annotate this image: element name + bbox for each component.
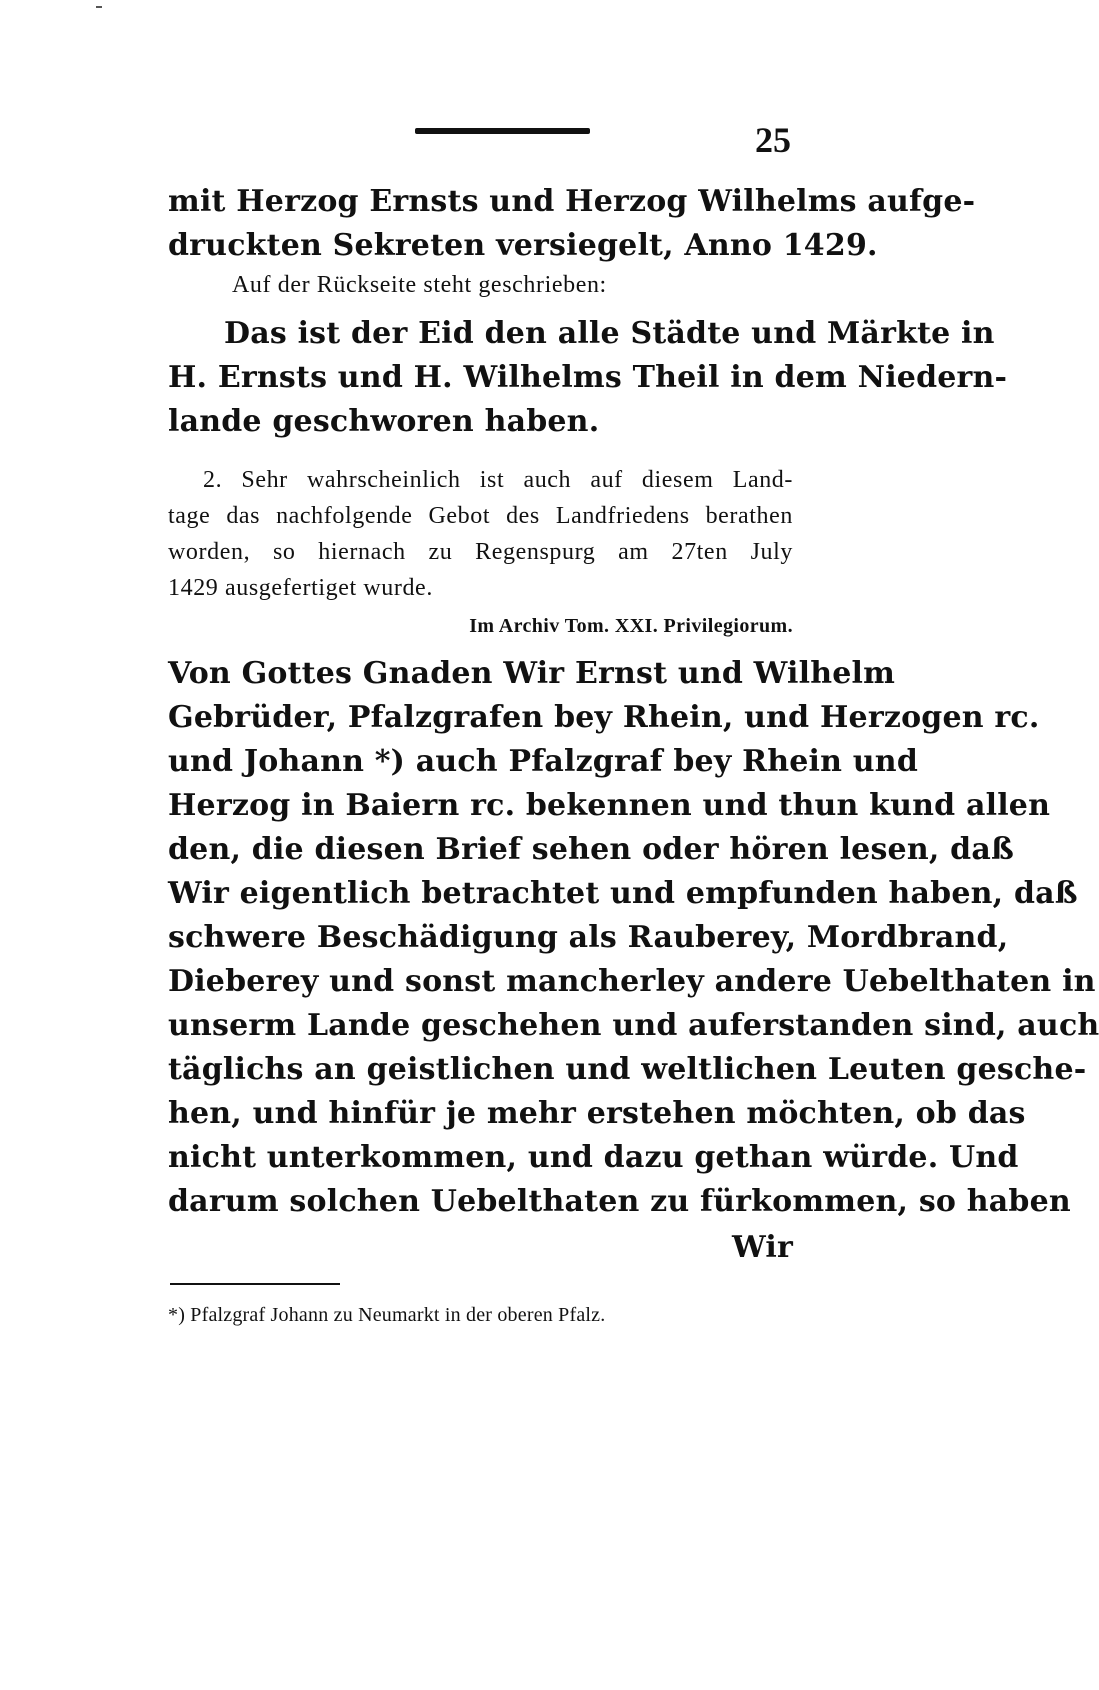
text-line: Das ist der Eid den alle Städte und Märkte in <box>224 316 995 351</box>
footnote: *) Pfalzgraf Johann zu Neumarkt in der oberen Pfalz. <box>168 1304 606 1326</box>
text-line: tage das nachfolgende Gebot des Landfriedens berathen <box>168 503 793 529</box>
text-line: täglichs an geistlichen und weltlichen Leuten gesche- <box>168 1052 1087 1087</box>
text-line: den, die diesen Brief sehen oder hören lesen, daß <box>168 832 1014 867</box>
text-line: mit Herzog Ernsts und Herzog Wilhelms aufge- <box>168 184 976 219</box>
text-line: 1429 ausgefertiget wurde. <box>168 575 433 601</box>
text-line: schwere Beschädigung als Rauberey, Mordbrand, <box>168 920 1009 955</box>
text-line: Herzog in Baiern rc. bekennen und thun kund allen <box>168 788 1051 823</box>
text-line: Wir eigentlich betrachtet und empfunden haben, daß <box>168 876 1078 911</box>
text-line: unserm Lande geschehen und auferstanden sind, auch <box>168 1008 1099 1043</box>
text-line: Auf der Rückseite steht geschrieben: <box>232 272 607 298</box>
text-line: und Johann *) auch Pfalzgraf bey Rhein und <box>168 744 918 779</box>
footnote-rule <box>170 1283 340 1285</box>
text-line: Von Gottes Gnaden Wir Ernst und Wilhelm <box>168 656 896 691</box>
text-line: 2. Sehr wahrscheinlich ist auch auf diesem Land- <box>203 467 793 493</box>
text-line: Gebrüder, Pfalzgrafen bey Rhein, und Herzogen rc. <box>168 700 1040 735</box>
text-line: H. Ernsts und H. Wilhelms Theil in dem Niedern- <box>168 360 1008 395</box>
text-line: druckten Sekreten versiegelt, Anno 1429. <box>168 228 878 263</box>
text-line: nicht unterkommen, und dazu gethan würde. Und <box>168 1140 1019 1175</box>
text-line: worden, so hiernach zu Regenspurg am 27ten July <box>168 539 793 565</box>
text-line: lande geschworen haben. <box>168 404 600 439</box>
text-line: Dieberey und sonst mancherley andere Uebelthaten in <box>168 964 1096 999</box>
source-reference: Im Archiv Tom. XXI. Privilegiorum. <box>469 615 793 637</box>
page-number: 25 <box>755 120 791 160</box>
text-line: hen, und hinfür je mehr erstehen möchten, ob das <box>168 1096 1026 1131</box>
header-rule <box>415 128 590 134</box>
text-line: darum solchen Uebelthaten zu fürkommen, so haben <box>168 1184 1071 1219</box>
scan-mark <box>96 6 102 8</box>
catchword: Wir <box>732 1230 793 1265</box>
